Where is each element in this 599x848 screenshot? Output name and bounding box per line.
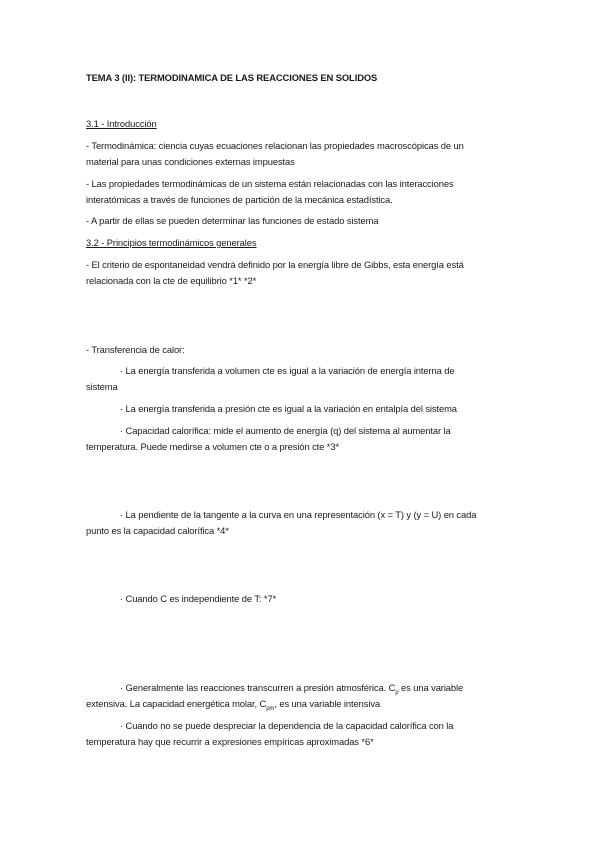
bullet-line: · Cuando no se puede despreciar la dependencia de la capacidad calorífica con la	[120, 720, 454, 731]
section-heading-introduccion: 3.1 - Introducción	[86, 118, 157, 129]
bullet-line: · Generalmente las reacciones transcurren a presión atmosférica. $C_p$ es una variable	[120, 682, 464, 696]
bullet-line: · Cuando C es independiente de T: *7*	[120, 593, 277, 604]
paragraph-line: - Las propiedades termodinámicas de un sistema están relacionadas con las interacciones	[86, 178, 454, 189]
bullet-line: · La pendiente de la tangente a la curva en una representación (x = T) y (y = U) en cada	[120, 509, 477, 520]
paragraph-line: - Termodinámica: ciencia cuyas ecuaciones relacionan las propiedades macroscópicas de un	[86, 140, 464, 151]
bullet-line: sistema	[86, 381, 118, 392]
bullet-line: · Capacidad calorífica: mide el aumento de energía (q) del sistema al aumentar la	[120, 425, 451, 436]
bullet-line: punto es la capacidad calorífica *4*	[86, 525, 229, 536]
paragraph-line: - A partir de ellas se pueden determinar las funciones de estado sistema	[86, 215, 379, 226]
paragraph-line: material para unas condiciones externas impuestas	[86, 156, 295, 167]
section-heading-principios: 3.2 - Principios termodinámicos generales	[86, 237, 257, 248]
subheading-transferencia-calor: - Transferencia de calor:	[86, 344, 185, 355]
bullet-line: temperatura. Puede medirse a volumen cte o a presión cte *3*	[86, 441, 339, 452]
bullet-line: · La energía transferida a presión cte es igual a la variación en entalpía del sistema	[120, 403, 457, 414]
bullet-line: temperatura hay que recurrir a expresiones empíricas aproximadas *6*	[86, 736, 374, 747]
paragraph-line: relacionada con la cte de equilibrio *1* *2*	[86, 275, 257, 286]
bullet-line: extensiva. La capacidad energética molar, $C_{pm}$, es una variable intensiva	[86, 698, 381, 712]
paragraph-line: - El criterio de espontaneidad vendrá definido por la energía libre de Gibbs, esta energía está	[86, 259, 464, 270]
bullet-line: · La energía transferida a volumen cte es igual a la variación de energía interna de	[120, 365, 455, 376]
paragraph-line: interatómicas a través de funciones de partición de la mecánica estadística.	[86, 194, 393, 205]
document-title: TEMA 3 (II): TERMODINAMICA DE LAS REACCIONES EN SOLIDOS	[86, 72, 378, 83]
